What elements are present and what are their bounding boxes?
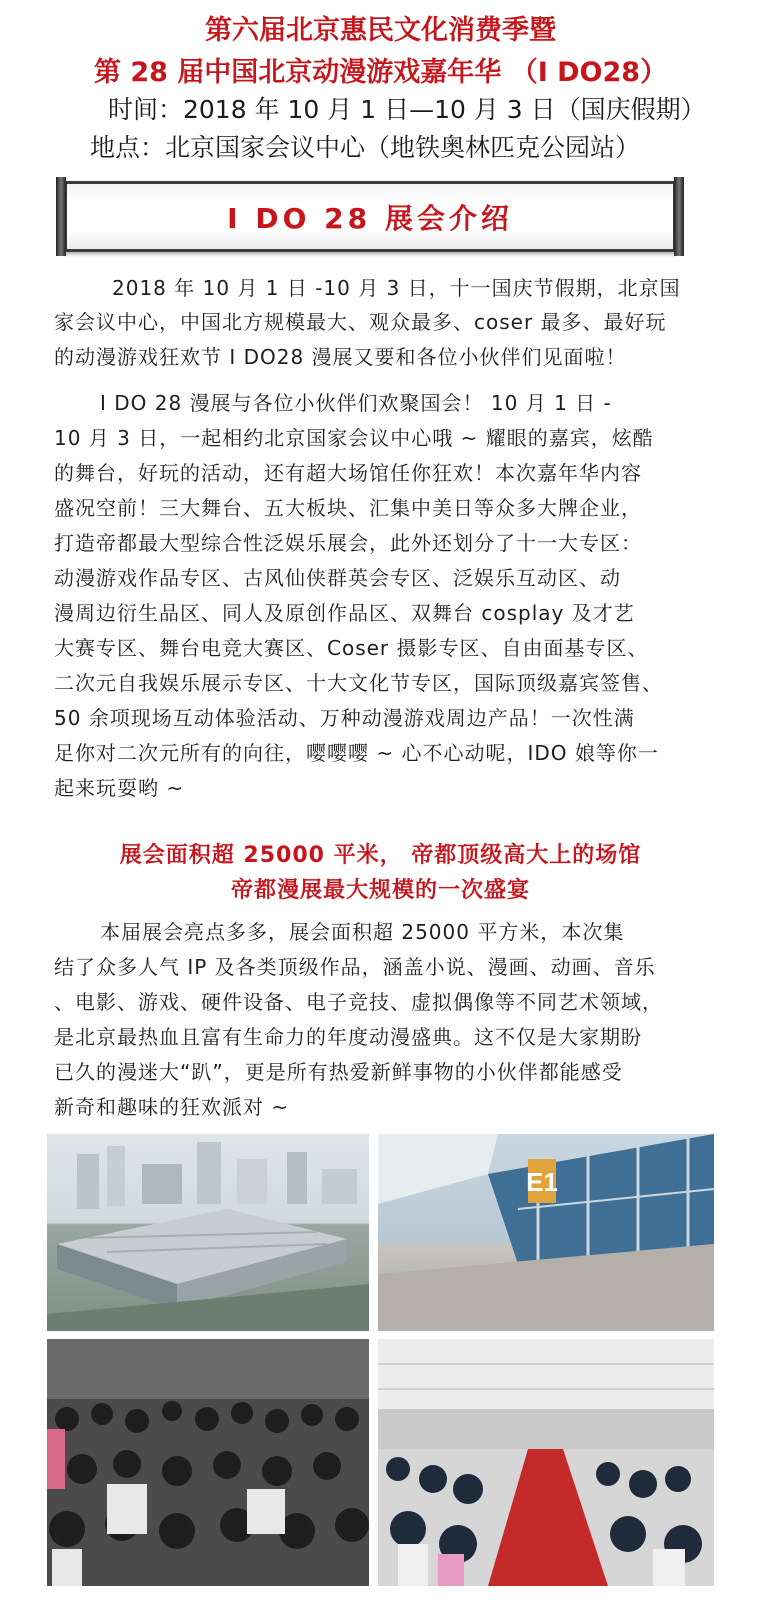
text-line: 2018 年 10 月 1 日 -10 月 3 日，十一国庆节假期，北京国 (112, 276, 681, 300)
text-line: 本届展会亮点多多，展会面积超 25000 平方米，本次集 (100, 920, 625, 944)
event-location: 地点：北京国家会议中心（地铁奥林匹克公园站） (90, 133, 641, 162)
text-line: 二次元自我娱乐展示专区、十大文化节专区，国际顶级嘉宾签售、 (54, 671, 663, 695)
photo-grid (47, 1134, 714, 1586)
text-line: 大赛专区、舞台电竞大赛区、Coser 摄影专区、自由面基专区、 (54, 636, 649, 660)
crowd-illustration (47, 1339, 369, 1586)
text-line: 的舞台，好玩的活动，还有超大场馆任你狂欢！本次嘉年华内容 (54, 461, 642, 485)
text-line: 起来玩耍哟 ~ (54, 776, 185, 800)
text-line: I DO 28 漫展与各位小伙伴们欢聚国会！ 10 月 1 日 - (100, 391, 612, 415)
event-title-line-2: 第 28 届中国北京动漫游戏嘉年华 （I DO28） (93, 57, 668, 88)
entrance-sign: E1 (526, 1167, 558, 1197)
venue-aerial-illustration (47, 1134, 369, 1331)
text-line: 足你对二次元所有的向往，嘤嘤嘤 ~ 心不心动呢，IDO 娘等你一 (54, 741, 659, 765)
text-line: 、电影、游戏、硬件设备、电子竞技、虚拟偶像等不同艺术领域， (54, 990, 663, 1014)
crowd-photo (47, 1339, 369, 1586)
event-time: 时间：2018 年 10 月 1 日—10 月 3 日（国庆假期） (108, 95, 706, 124)
highlight-line-1: 展会面积超 25000 平米， 帝都顶级高大上的场馆 (119, 843, 642, 868)
text-line: 50 余项现场互动体验活动、万种动漫游戏周边产品！一次性满 (54, 706, 635, 730)
text-line: 家会议中心，中国北方规模最大、观众最多、coser 最多、最好玩 (54, 310, 667, 334)
venue-entrance-illustration (378, 1134, 714, 1331)
text-line: 10 月 3 日，一起相约北京国家会议中心哦 ~ 耀眼的嘉宾，炫酷 (54, 426, 654, 450)
text-line: 的动漫游戏狂欢节 I DO28 漫展又要和各位小伙伴们见面啦！ (54, 345, 627, 369)
exhibition-hall-photo (378, 1339, 714, 1586)
text-line: 是北京最热血且富有生命力的年度动漫盛典。这不仅是大家期盼 (54, 1025, 642, 1049)
text-line: 新奇和趣味的狂欢派对 ~ (54, 1095, 290, 1119)
venue-entrance-photo (378, 1134, 714, 1331)
section-banner (64, 181, 676, 252)
text-line: 打造帝都最大型综合性泛娱乐展会，此外还划分了十一大专区： (54, 531, 642, 555)
highlight-line-2: 帝都漫展最大规模的一次盛宴 (230, 878, 530, 903)
banner-title: I DO 28 展会介绍 (227, 202, 513, 235)
text-line: 漫周边衍生品区、同人及原创作品区、双舞台 cosplay 及才艺 (54, 601, 635, 625)
exhibition-hall-illustration (378, 1339, 714, 1586)
venue-aerial-photo (47, 1134, 369, 1331)
text-line: 结了众多人气 IP 及各类顶级作品，涵盖小说、漫画、动画、音乐 (54, 955, 656, 979)
event-title-line-1: 第六届北京惠民文化消费季暨 (205, 15, 556, 46)
text-line: 盛况空前！三大舞台、五大板块、汇集中美日等众多大牌企业， (54, 496, 642, 520)
text-line: 已久的漫迷大“趴”，更是所有热爱新鲜事物的小伙伴都能感受 (54, 1060, 623, 1084)
text-line: 动漫游戏作品专区、古风仙侠群英会专区、泛娱乐互动区、动 (54, 566, 621, 590)
